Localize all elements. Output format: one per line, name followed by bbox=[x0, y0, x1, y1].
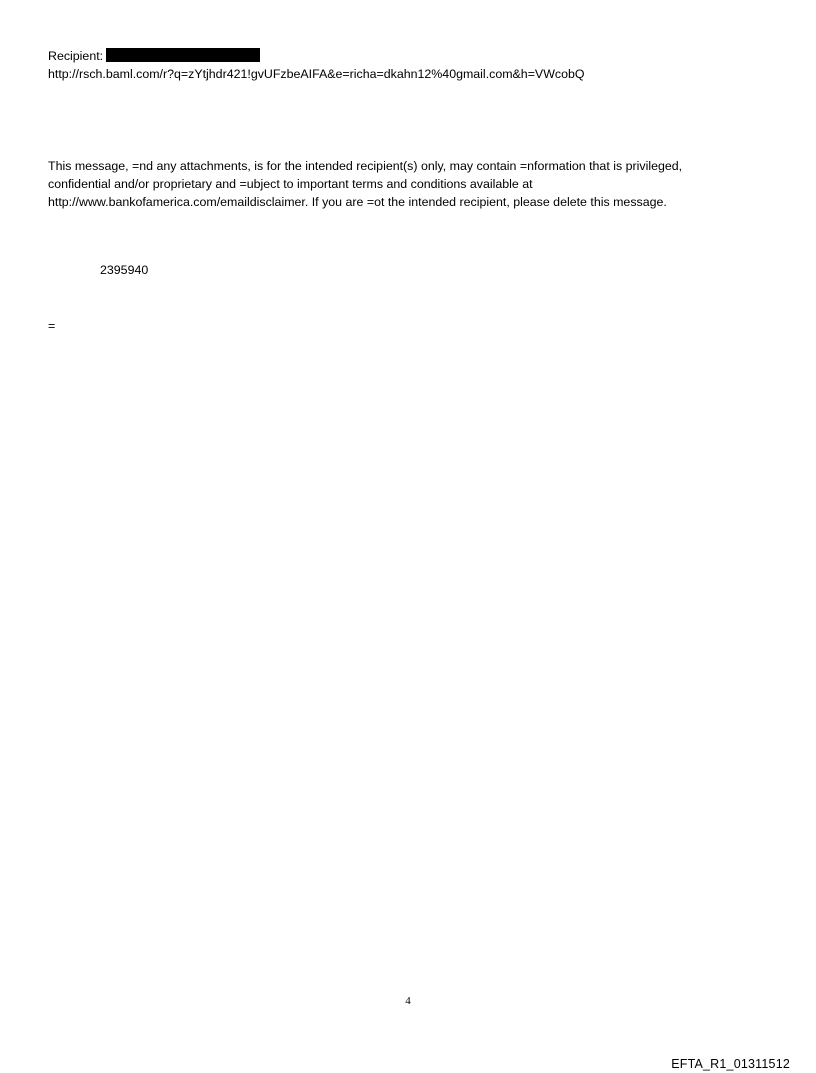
page-number: 4 bbox=[405, 995, 411, 1007]
redaction-block bbox=[106, 48, 260, 62]
recipient-line bbox=[48, 48, 260, 64]
trailing-equals: = bbox=[48, 319, 56, 333]
code-number: 2395940 bbox=[100, 263, 149, 277]
bates-number: EFTA_R1_01311512 bbox=[671, 1057, 790, 1071]
disclaimer-line: This message, =nd any attachments, is for the intended recipient(s) only, may contain =nformation that is privileged, bbox=[48, 159, 683, 173]
disclaimer-text bbox=[48, 157, 768, 211]
disclaimer-line: http://www.bankofamerica.com/emaildisclaimer. If you are =ot the intended recipient, please delete this message. bbox=[48, 195, 667, 209]
recipient-label: Recipient: bbox=[48, 49, 104, 63]
tracking-url: http://rsch.baml.com/r?q=zYtjhdr421!gvUFzbeAIFA&e=richa=dkahn12%40gmail.com&h=VWcobQ bbox=[48, 67, 585, 81]
disclaimer-line: confidential and/or proprietary and =ubject to important terms and conditions available at bbox=[48, 177, 533, 191]
